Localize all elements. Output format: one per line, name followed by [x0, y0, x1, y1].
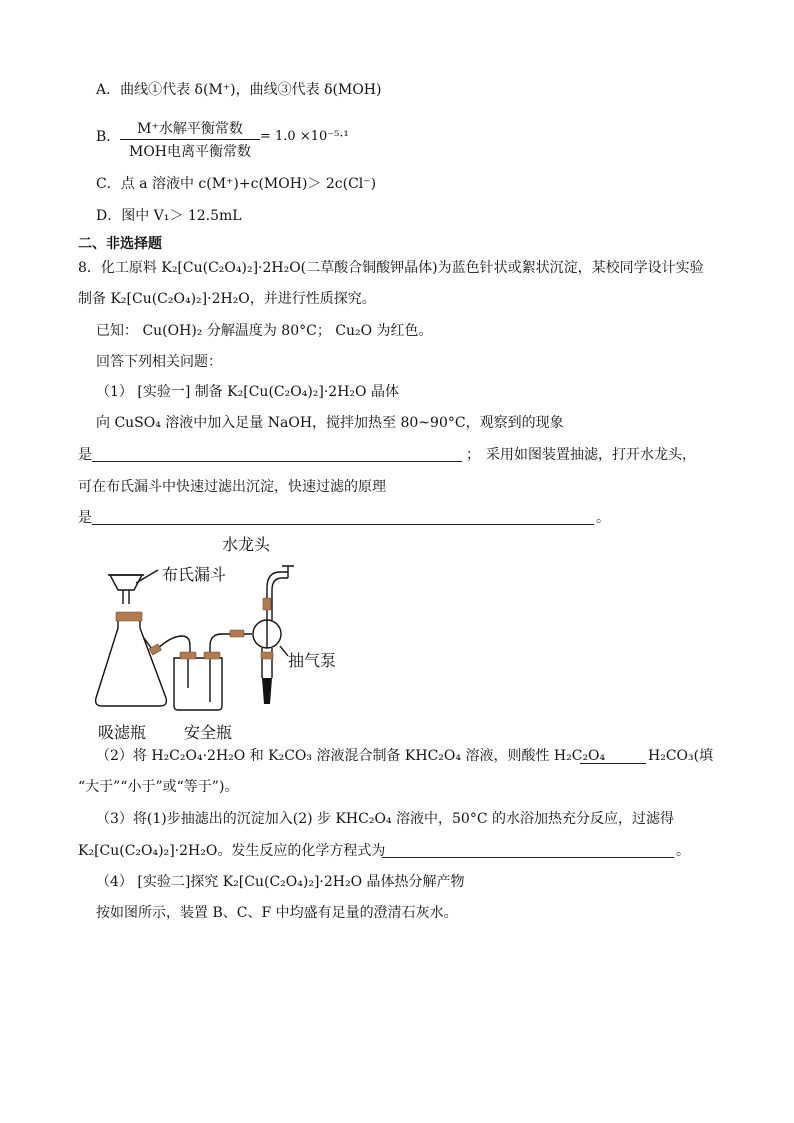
option-b-fraction [120, 118, 260, 161]
label-filter-flask: 吸滤瓶 [98, 723, 147, 742]
q8-line2: 制备 K₂[Cu(C₂O₄)₂]·2H₂O，并进行性质探究。 [78, 291, 376, 307]
option-b-value: = 1.0 ×10⁻⁵·¹ [260, 129, 349, 144]
q8-part1-title: （1） [实验一] 制备 K₂[Cu(C₂O₄)₂]·2H₂O 晶体 [96, 384, 399, 400]
filter-flask-icon [96, 614, 167, 706]
answer-blank-2[interactable] [92, 510, 594, 525]
safety-bottle-icon [174, 658, 222, 710]
q8-part1-is: 是 [78, 447, 92, 463]
filtration-apparatus-figure [70, 528, 370, 748]
label-faucet: 水龙头 [222, 535, 271, 554]
q8-part1-semicolon: ； [466, 447, 480, 463]
fraction-numerator: M⁺水解平衡常数 [120, 118, 260, 140]
q8-part1-line3: 可在布氏漏斗中快速过滤出沉淀，快速过滤的原理 [78, 479, 386, 495]
label-buchner-funnel: 布氏漏斗 [162, 565, 227, 584]
q8-answer-prompt: 回答下列相关问题： [96, 354, 222, 370]
q8-part1-line2-tail: 采用如图装置抽滤，打开水龙头， [486, 447, 696, 463]
option-b-prefix: B． [96, 129, 121, 145]
q8-part1-is2: 是 [78, 510, 92, 526]
q8-line1: 8．化工原料 K₂[Cu(C₂O₄)₂]·2H₂O(二草酸合铜酸钾晶体)为蓝色针状或絮状沉淀，某校同学设计实验 [78, 260, 704, 276]
q8-part3-b: K₂[Cu(C₂O₄)₂]·2H₂O。发生反应的化学方程式为 [78, 843, 386, 859]
q8-part3-end: 。 [676, 843, 690, 859]
fraction-denominator: MOH电离平衡常数 [128, 144, 252, 160]
q8-part1-line1: 向 CuSO₄ 溶液中加入足量 NaOH，搅拌加热至 80~90°C，观察到的现象 [96, 415, 564, 431]
q8-part2-a: （2）将 H₂C₂O₄·2H₂O 和 K₂CO₃ 溶液混合制备 KHC₂O₄ 溶液，则酸性 H₂C₂O₄ [96, 748, 606, 764]
answer-blank-3[interactable] [580, 749, 646, 764]
q8-part2-b: H₂CO₃(填 [648, 748, 714, 764]
q8-part1-end: 。 [596, 510, 610, 526]
label-aspirator-pump: 抽气泵 [288, 651, 337, 670]
option-a: A．曲线①代表 δ(M⁺)，曲线③代表 δ(MOH) [96, 82, 382, 98]
option-d: D．图中 V₁＞ 12.5mL [96, 208, 242, 224]
section-title: 二、非选择题 [78, 236, 162, 252]
apparatus-drawing [70, 528, 370, 748]
q8-part3-a: （3）将(1)步抽滤出的沉淀加入(2) 步 KHC₂O₄ 溶液中，50°C 的水浴加热充分反应，过滤得 [96, 811, 674, 827]
q8-part4-title: （4） [实验二]探究 K₂[Cu(C₂O₄)₂]·2H₂O 晶体热分解产物 [96, 874, 465, 890]
q8-part2-c: “大于”“小于”或“等于”)。 [78, 779, 239, 795]
label-safety-bottle: 安全瓶 [184, 723, 233, 742]
answer-blank-4[interactable] [382, 843, 674, 858]
q8-known: 已知： Cu(OH)₂ 分解温度为 80°C； Cu₂O 为红色。 [96, 323, 433, 339]
q8-part4-line: 按如图所示，装置 B、C、F 中均盛有足量的澄清石灰水。 [96, 905, 458, 921]
option-c: C．点 a 溶液中 c(M⁺)+c(MOH)＞ 2c(Cl⁻) [96, 176, 377, 192]
answer-blank-1[interactable] [92, 447, 462, 462]
